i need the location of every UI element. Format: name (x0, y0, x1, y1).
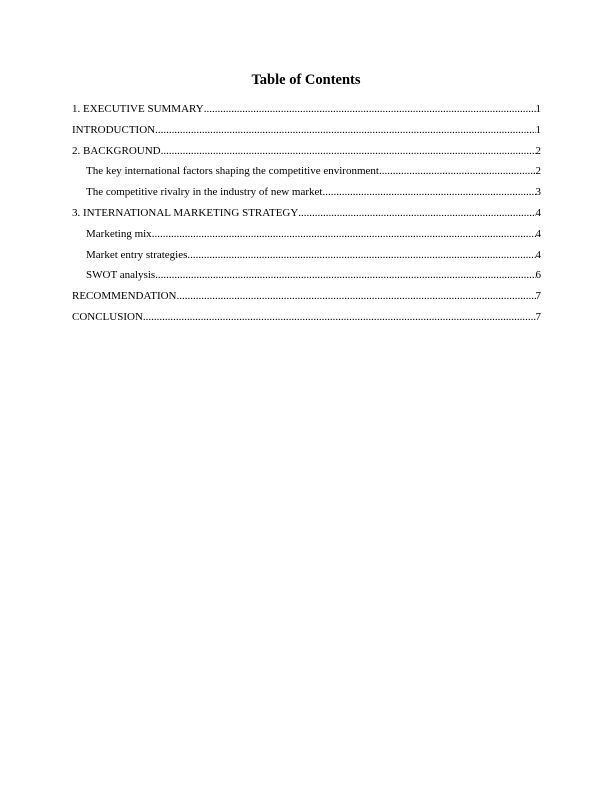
toc-entry-page: 1 (535, 103, 541, 115)
toc-dot-leader (155, 123, 535, 137)
toc-entry-text: The competitive rivalry in the industry of new market (86, 186, 323, 199)
toc-dot-leader (143, 310, 536, 324)
toc-entry-text: 2. BACKGROUND (72, 144, 161, 157)
toc-entry-competitive-rivalry[interactable] (72, 183, 541, 204)
toc-entry-text: INTRODUCTION (72, 123, 156, 136)
toc-entry-page: 1 (535, 123, 541, 136)
toc-dot-leader (322, 185, 535, 199)
toc-entry-page: 4 (535, 227, 541, 240)
toc-entry-market-entry-strategies[interactable] (72, 246, 541, 267)
toc-entry-page: 3 (535, 186, 541, 199)
toc-entry-page: 6 (535, 269, 541, 282)
toc-entry-text: 3. INTERNATIONAL MARKETING STRATEGY (72, 206, 299, 219)
toc-entry-text: Marketing mix (86, 227, 152, 240)
toc-dot-leader (152, 227, 536, 241)
toc-entry-swot-analysis[interactable] (72, 266, 541, 287)
toc-dot-leader (187, 248, 535, 262)
toc-entry-page: 4 (535, 206, 541, 219)
toc-entry-page: 7 (535, 290, 541, 303)
toc-entry-text: The key international factors shaping the competitive environment (86, 165, 379, 178)
toc-entry-text: 1. EXECUTIVE SUMMARY (72, 103, 204, 115)
toc-entry-text: CONCLUSION (72, 310, 143, 323)
toc-entry-conclusion[interactable] (72, 308, 541, 329)
toc-entry-page: 2 (535, 144, 541, 157)
toc-entry-marketing-mix[interactable] (72, 225, 541, 246)
toc-entry-page: 4 (535, 248, 541, 261)
toc-entry-text: Market entry strategies (86, 248, 188, 261)
toc-entry-executive-summary[interactable] (72, 100, 541, 121)
toc-dot-leader (298, 206, 535, 220)
toc-entry-background[interactable] (72, 142, 541, 163)
toc-entry-introduction[interactable] (72, 121, 541, 142)
toc-entry-international-factors[interactable] (72, 162, 541, 183)
toc-list (72, 100, 541, 329)
toc-entry-text: SWOT analysis (86, 269, 156, 282)
toc-dot-leader (161, 144, 536, 158)
toc-entry-marketing-strategy[interactable] (72, 204, 541, 225)
toc-dot-leader (177, 289, 536, 303)
toc-dot-leader (155, 268, 535, 282)
toc-dot-leader (204, 102, 536, 116)
toc-entry-text: RECOMMENDATION (72, 290, 177, 303)
toc-entry-page: 2 (535, 165, 541, 178)
toc-entry-page: 7 (535, 310, 541, 323)
toc-dot-leader (379, 164, 536, 178)
toc-title: Table of Contents (251, 72, 361, 88)
toc-entry-recommendation[interactable] (72, 287, 541, 308)
